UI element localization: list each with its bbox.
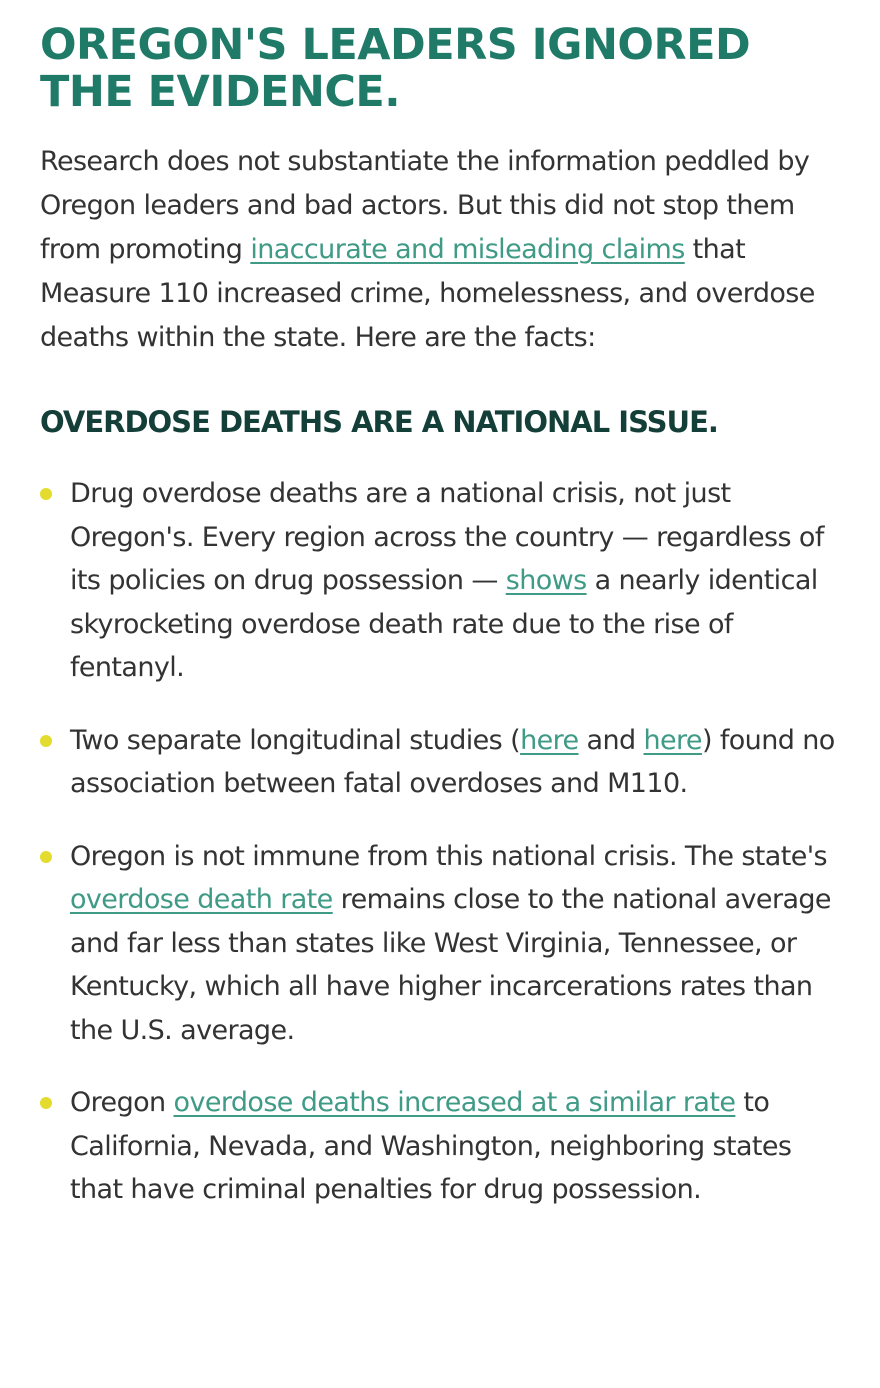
bullet-text: to California, Nevada, and Washington, neighboring states that have criminal penalties for drug possession. (70, 1087, 792, 1205)
study-link-2[interactable]: here (643, 724, 702, 756)
intro-text: that Measure 110 increased crime, homelessness, and overdose deaths within the state. Here are the facts: (40, 234, 815, 353)
facts-list (40, 472, 840, 1212)
overdose-death-rate-link[interactable]: overdose death rate (70, 884, 333, 915)
bullet-text: a nearly identical skyrocketing overdose death rate due to the rise of fentanyl. (70, 565, 818, 683)
bullet-dot-icon (40, 735, 52, 747)
list-item (40, 835, 840, 1053)
list-item (40, 1081, 840, 1212)
list-item (40, 472, 840, 690)
intro-paragraph (40, 140, 840, 360)
section-heading: OVERDOSE DEATHS ARE A NATIONAL ISSUE. (40, 405, 718, 439)
shows-link[interactable]: shows (505, 565, 587, 596)
bullet-text: Oregon (70, 1087, 174, 1118)
bullet-text: remains close to the national average and far less than states like West Virginia, Tennessee, or Kentucky, which all have higher incarcerations rates than the U.S. average. (70, 884, 831, 1046)
bullet-text: and (578, 724, 644, 756)
list-item (40, 719, 840, 806)
inaccurate-claims-link[interactable]: inaccurate and misleading claims (250, 234, 685, 265)
main-heading: OREGON'S LEADERS IGNORED THE EVIDENCE. (40, 20, 751, 117)
bullet-text: Drug overdose deaths are a national crisis, not just Oregon's. Every region across the country — regardless of its policies on drug possession — (70, 478, 824, 596)
intro-text: Research does not substantiate the information peddled by Oregon leaders and bad actors. But this did not stop them from promoting (40, 146, 810, 265)
study-link-1[interactable]: here (520, 724, 579, 756)
bullet-dot-icon (40, 488, 52, 500)
bullet-dot-icon (40, 851, 52, 863)
similar-rate-link[interactable]: overdose deaths increased at a similar rate (173, 1087, 736, 1118)
bullet-text: ) found no association between fatal overdoses and M110. (70, 724, 835, 799)
bullet-dot-icon (40, 1097, 52, 1109)
bullet-text: Two separate longitudinal studies ( (70, 724, 521, 756)
bullet-text: Oregon is not immune from this national crisis. The state's (70, 840, 828, 872)
